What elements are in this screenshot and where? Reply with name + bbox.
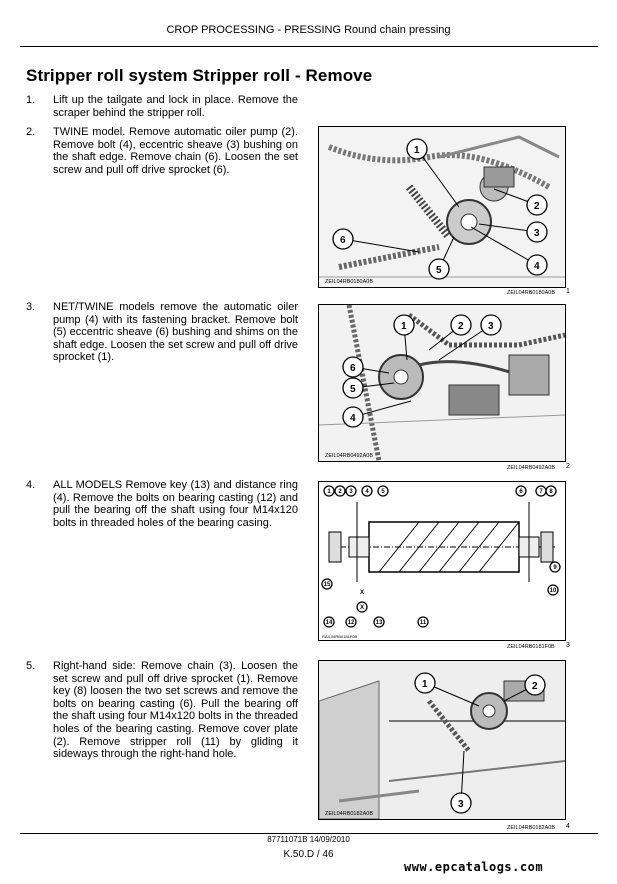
- page-header: CROP PROCESSING - PRESSING Round chain pressing: [166, 24, 451, 36]
- step-1: [26, 94, 298, 119]
- figure-1-ref: ZEIL04RB0180A0B: [507, 290, 556, 296]
- svg-text:15: 15: [323, 582, 331, 588]
- svg-text:1: 1: [414, 145, 420, 156]
- figure-1-code: ZEIL04RB0180A0B: [325, 279, 374, 285]
- svg-text:3: 3: [458, 799, 464, 810]
- figure-3-number: 3: [566, 642, 570, 649]
- svg-text:2: 2: [458, 321, 464, 332]
- svg-text:3: 3: [534, 228, 540, 239]
- svg-text:10: 10: [549, 588, 557, 594]
- figure-1-number: 1: [566, 288, 570, 295]
- step-4: [26, 479, 298, 529]
- step-number: 5.: [26, 660, 36, 672]
- svg-text:7: 7: [539, 489, 543, 495]
- figure-4-code: ZEIL04RB0182A0B: [325, 811, 374, 817]
- svg-text:5: 5: [350, 384, 356, 395]
- svg-text:1: 1: [327, 489, 331, 495]
- svg-text:2: 2: [338, 489, 342, 495]
- figure-1: [318, 126, 566, 288]
- footer-rule: [20, 833, 598, 834]
- step-text: Right-hand side: Remove chain (3). Loosen the set screw and pull off drive sprocket (1). Remove key (8) loosen the two set screws and remove the bolts on bearing casting (6). Pull the bearing off the shaft using four M14x120 bolts in the threaded holes of the bearing casting. Remove cover plate (2). Remove stripper roll (11) by gliding it sideways through the right-hand hole.: [53, 660, 298, 761]
- figure-4-ref: ZEIL04RB0182A0B: [507, 825, 556, 831]
- step-number: 1.: [26, 94, 36, 106]
- svg-text:1: 1: [422, 679, 428, 690]
- figure-2-code: ZEIL04RB0492A0B: [325, 453, 374, 459]
- step-2: [26, 126, 298, 176]
- figure-3-drawing: [319, 482, 565, 640]
- svg-text:3: 3: [349, 489, 353, 495]
- step-5: [26, 660, 298, 761]
- page-title: Stripper roll system Stripper roll - Remove: [26, 66, 373, 85]
- header-rule: [20, 46, 598, 47]
- step-number: 4.: [26, 479, 36, 491]
- step-text: ALL MODELS Remove key (13) and distance ring (4). Remove the bolts on bearing casting (12) and pull the bearing off the shaft using four M14x120 bolts in threaded holes of the bearing casing.: [53, 479, 298, 529]
- step-text: TWINE model. Remove automatic oiler pump (2). Remove bolt (4), eccentric sheave (3) bushing on the shaft edge. Remove chain (6). Loosen the set screw and pull off drive sprocket (6).: [53, 126, 298, 176]
- figure-1-drawing: [319, 127, 565, 287]
- step-number: 2.: [26, 126, 36, 138]
- figure-3: [318, 481, 566, 641]
- figure-4-number: 4: [566, 823, 570, 830]
- svg-text:6: 6: [340, 235, 346, 246]
- footer-doc-id: 87711071B 14/09/2010: [267, 835, 350, 844]
- figure-2-number: 2: [566, 463, 570, 470]
- watermark: www.epcatalogs.com: [404, 860, 544, 874]
- svg-text:9: 9: [553, 565, 557, 571]
- svg-text:4: 4: [534, 261, 540, 272]
- svg-text:11: 11: [419, 620, 427, 626]
- figure-4-drawing: [319, 661, 565, 819]
- svg-text:X: X: [359, 605, 365, 611]
- svg-text:2: 2: [534, 201, 540, 212]
- figure-3-ref: ZEIL04RB0181F0B: [507, 644, 555, 650]
- svg-text:14: 14: [325, 620, 333, 626]
- step-number: 3.: [26, 301, 36, 313]
- svg-text:8: 8: [549, 489, 553, 495]
- step-text: Lift up the tailgate and lock in place. Remove the scraper behind the stripper roll.: [53, 94, 298, 119]
- svg-text:13: 13: [375, 620, 383, 626]
- svg-text:4: 4: [365, 489, 369, 495]
- svg-text:5: 5: [436, 265, 442, 276]
- figure-2: [318, 304, 566, 462]
- svg-text:5: 5: [381, 489, 385, 495]
- figure-3-code: RAIL04RB0181F0B: [322, 634, 358, 639]
- figure-2-ref: ZEIL04RB0492A0B: [507, 465, 556, 471]
- svg-text:4: 4: [350, 413, 356, 424]
- step-text: NET/TWINE models remove the automatic oiler pump (4) with its fastening bracket. Remove bolt (5) eccentric sheave (6) bushing and shims on the shaft edge. Loosen the set screw and pull off drive sprocket (1).: [53, 301, 299, 364]
- svg-text:6: 6: [350, 363, 356, 374]
- svg-text:6: 6: [519, 489, 523, 495]
- footer-page: K.50.D / 46: [283, 849, 334, 860]
- svg-text:12: 12: [347, 620, 355, 626]
- svg-text:1: 1: [401, 321, 407, 332]
- svg-text:X: X: [359, 590, 365, 596]
- figure-2-drawing: [319, 305, 565, 461]
- figure-4: [318, 660, 566, 820]
- step-3: [26, 301, 298, 364]
- svg-text:2: 2: [532, 681, 538, 692]
- svg-text:3: 3: [488, 321, 494, 332]
